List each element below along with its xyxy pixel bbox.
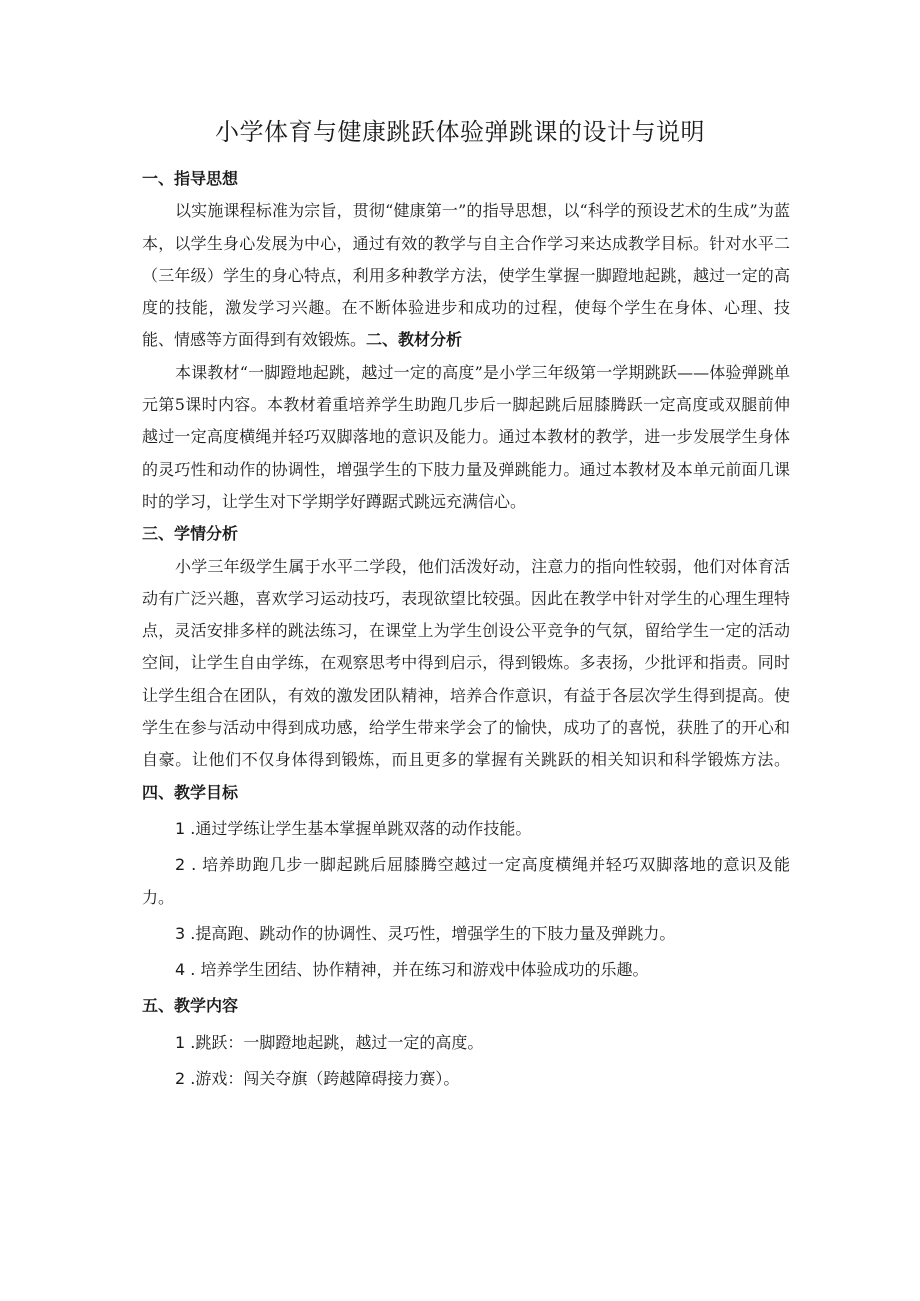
content-number: 1	[175, 1032, 186, 1052]
section3-heading: 三、学情分析	[142, 524, 239, 544]
objective-number: 1	[175, 818, 186, 838]
objective-item-1	[142, 813, 790, 845]
content-item-2	[142, 1063, 790, 1095]
section1-text: 以实施课程标准为宗旨，贯彻“健康第一”的指导思想，以“科学的预设艺术的生成”为蓝本，以学生身心发展为中心，通过有效的教学与自主合作学习来达成教学目标。针对水平二（三年级）学生的身心特点，利用多种教学方法，使学生掌握一脚蹬地起跳，越过一定的高度的技能，激发学习兴趣。在不断体验进步和成功的过程，使每个学生在身体、心理、技能、情感等方面得到有效锻炼。	[142, 201, 790, 350]
section1-heading: 一、指导思想	[142, 169, 239, 188]
section2-paragraph: 本课教材“一脚蹬地起跳，越过一定的高度”是小学三年级第一学期跳跃——体验弹跳单元第5课时内容。本教材着重培养学生助跑几步后一脚起跳后屈膝腾跃一定高度或双腿前伸越过一定高度横绳并轻巧双脚落地的意识及能力。通过本教材的教学，进一步发展学生身体的灵巧性和动作的协调性，增强学生的下肢力量及弹跳能力。通过本教材及本单元前面几课时的学习，让学生对下学期学好蹲踞式跳远充满信心。	[142, 362, 790, 511]
content-item-1	[142, 1027, 790, 1059]
content-number: 2	[175, 1069, 186, 1089]
objective-item-2	[142, 849, 790, 914]
section3-paragraph	[142, 551, 790, 809]
objective-text: . 培养学生团结、协作精神，并在练习和游戏中体验成功的乐趣。	[190, 960, 649, 980]
objective-text: .提高跑、跳动作的协调性、灵巧性，增强学生的下肢力量及弹跳力。	[190, 923, 676, 943]
document-title: 小学体育与健康跳跃体验弹跳课的设计与说明	[215, 118, 705, 146]
objective-item-3	[142, 918, 790, 950]
section1-paragraph	[142, 195, 790, 356]
section3-text: 小学三年级学生属于水平二学段，他们活泼好动，注意力的指向性较弱，他们对体育活动有广泛兴趣，喜欢学习运动技巧，表现欲望比较强。因此在教学中针对学生的心理生理特点，灵活安排多样的跳法练习，在课堂上为学生创设公平竞争的气氛，留给学生一定的活动空间，让学生自由学练，在观察思考中得到启示，得到锻炼。多表扬，少批评和指责。同时让学生组合在团队，有效的激发团队精神，培养合作意识，有益于各层次学生得到提高。使学生在参与活动中得到成功感，给学生带来学会了的愉快，成功了的喜悦，获胜了的开心和自豪。让他们不仅身体得到锻炼，而且更多的掌握有关跳跃的相关知识和科学锻炼方法。	[142, 556, 790, 770]
document-body	[142, 163, 790, 1095]
objective-text: .通过学练让学生基本掌握单跳双落的动作技能。	[190, 818, 532, 838]
content-text: .跳跃：一脚蹬地起跳，越过一定的高度。	[190, 1032, 484, 1052]
objective-number: 4	[175, 960, 186, 980]
section5-heading: 五、教学内容	[142, 996, 239, 1016]
objective-item-4	[142, 954, 790, 986]
objective-number: 2	[175, 855, 186, 875]
objective-text: . 培养助跑几步一脚起跳后屈膝腾空越过一定高度横绳并轻巧双脚落地的意识及能力。	[142, 855, 790, 907]
objective-number: 3	[175, 923, 186, 943]
section2-heading: 二、教材分析	[366, 330, 463, 350]
content-text: .游戏：闯关夺旗（跨越障碍接力赛）。	[190, 1069, 460, 1089]
section4-heading: 四、教学目标	[142, 782, 239, 802]
